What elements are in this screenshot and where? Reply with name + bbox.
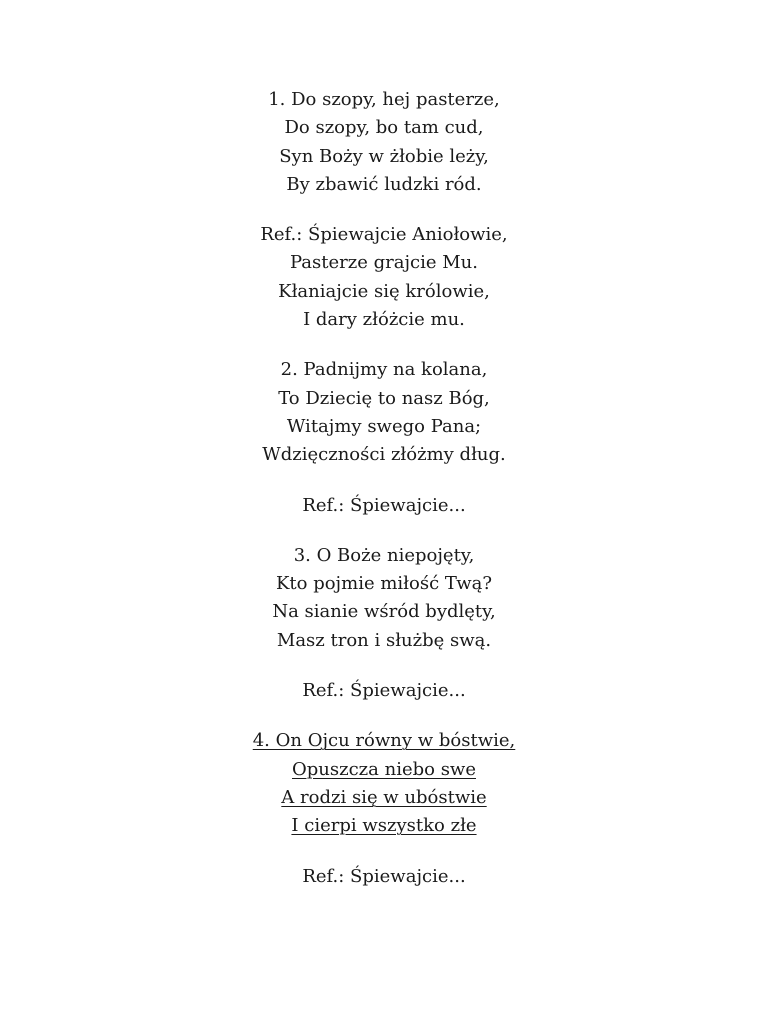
lyric-line: Ref.: Śpiewajcie... bbox=[302, 865, 466, 887]
lyric-line: Ref.: Śpiewajcie... bbox=[302, 680, 466, 702]
lyric-line: To Dziecię to nasz Bóg, bbox=[278, 387, 490, 409]
lyric-line: Wdzięczności złóżmy dług. bbox=[262, 444, 506, 466]
lyric-line: I dary złóżcie mu. bbox=[303, 309, 465, 331]
refrain-short bbox=[0, 677, 768, 705]
song-lyrics bbox=[0, 86, 768, 913]
lyric-line: Ref.: Śpiewajcie... bbox=[302, 494, 466, 516]
lyric-line: Pasterze grajcie Mu. bbox=[289, 252, 478, 274]
refrain-full bbox=[0, 221, 768, 334]
refrain-short bbox=[0, 492, 768, 520]
lyric-line: Do szopy, bo tam cud, bbox=[284, 117, 484, 139]
lyric-line-underlined: 4. On Ojcu równy w bóstwie, bbox=[252, 730, 516, 752]
verse-3 bbox=[0, 542, 768, 655]
lyric-line: Na sianie wśród bydlęty, bbox=[272, 601, 496, 623]
lyric-line-underlined: Opuszcza niebo swe bbox=[292, 758, 476, 780]
verse-1 bbox=[0, 86, 768, 199]
lyric-line: Witajmy swego Pana; bbox=[286, 415, 482, 437]
lyric-line-underlined: I cierpi wszystko złe bbox=[291, 815, 477, 837]
lyric-line: Ref.: Śpiewajcie Aniołowie, bbox=[260, 224, 508, 246]
lyric-line: 3. O Boże niepojęty, bbox=[293, 544, 475, 566]
lyric-line: 2. Padnijmy na kolana, bbox=[280, 359, 488, 381]
verse-2 bbox=[0, 356, 768, 469]
lyric-line: Kto pojmie miłość Twą? bbox=[275, 573, 493, 595]
lyric-line: 1. Do szopy, hej pasterze, bbox=[268, 89, 500, 110]
verse-4 bbox=[0, 727, 768, 840]
lyric-line: Masz tron i służbę swą. bbox=[276, 629, 492, 651]
refrain-short bbox=[0, 863, 768, 891]
lyric-line-underlined: A rodzi się w ubóstwie bbox=[281, 786, 487, 808]
lyric-line: Kłaniajcie się królowie, bbox=[278, 280, 490, 302]
lyric-line: By zbawić ludzki ród. bbox=[286, 173, 482, 195]
lyric-line: Syn Boży w żłobie leży, bbox=[279, 145, 489, 167]
